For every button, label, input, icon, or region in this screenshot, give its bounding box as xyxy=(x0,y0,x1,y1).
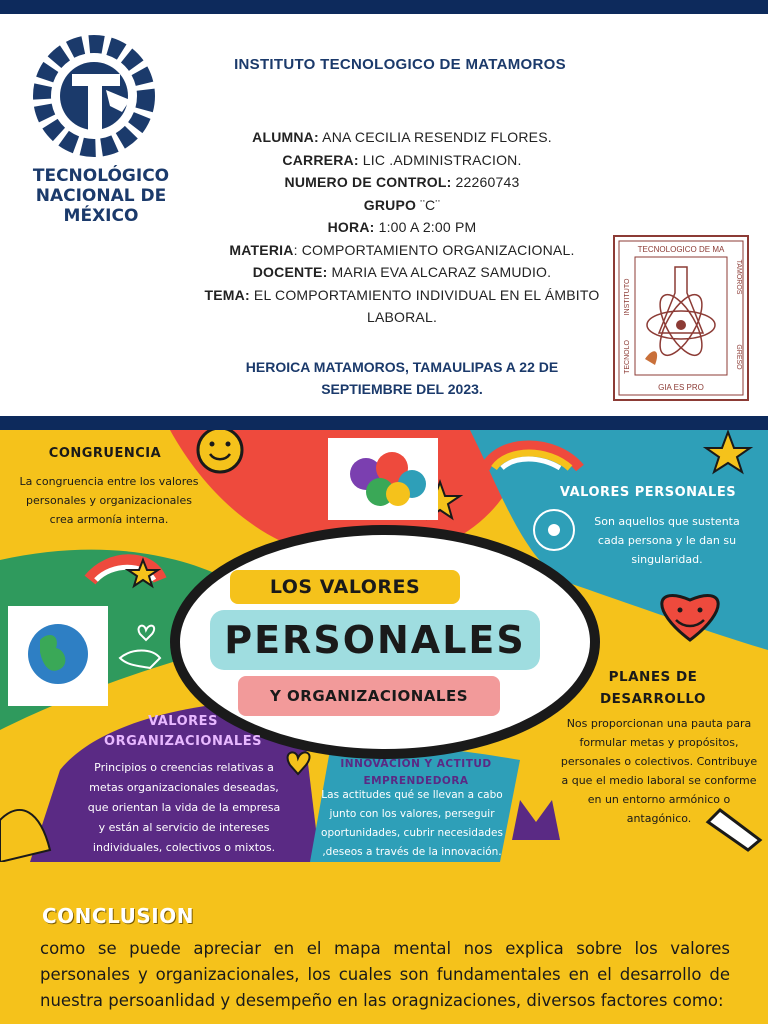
info-tema: TEMA: EL COMPORTAMIENTO INDIVIDUAL EN EL ÁMBITO LABORAL. xyxy=(204,286,600,325)
congruencia-text: La congruencia entre los valores personales y organizacionales crea armonía interna. xyxy=(19,475,199,526)
seal-left-text: INSTITUTO xyxy=(624,278,631,316)
info-alumna: ALUMNA: ANA CECILIA RESENDIZ FLORES. xyxy=(252,129,552,145)
place-date xyxy=(200,356,604,400)
center-title-main: PERSONALES xyxy=(224,618,526,662)
seal-top-text: TECNOLOGICO DE MA xyxy=(637,245,725,254)
top-border xyxy=(0,0,768,14)
valores-personales-title: VALORES PERSONALES xyxy=(559,485,737,500)
valores-personales-text: Son aquellos que sustenta cada persona y le dan su singularidad. xyxy=(594,515,740,566)
institute-name: INSTITUTO TECNOLOGICO DE MATAMOROS xyxy=(234,56,566,73)
seal-drawing-icon xyxy=(615,237,747,399)
valores-org-text: Principios o creencias relativas a metas organizacionales deseadas, que orientan la vida de la empresa y están al servicio de intereses individuales, colectivos o mixtos. xyxy=(87,761,281,854)
valores-org-title: VALORES ORGANIZACIONALES xyxy=(104,714,262,749)
seal-side-text-2: GRESO xyxy=(735,344,742,370)
conclusion-body: como se puede apreciar en el mapa mental nos explica sobre los valores personales y organizacionales, los cuales son fundamentales en el desarrollo de nuestra persoanlidad y desempeño en las oragnizaciones, diversos factores como: xyxy=(40,939,730,1010)
place-line-1: HEROICA MATAMOROS, TAMAULIPAS A 22 DE xyxy=(245,359,559,375)
conclusion-title: CONCLUSION xyxy=(42,904,194,928)
middle-border xyxy=(0,416,768,430)
center-title-bottom: Y ORGANIZACIONALES xyxy=(269,687,469,705)
cover-header xyxy=(0,14,768,416)
seal-bottom-text: GIA ES PRO xyxy=(658,383,704,392)
mind-map-poster xyxy=(0,430,768,862)
planes-title: PLANES DE DESARROLLO xyxy=(599,669,707,707)
logo-line-1: TECNOLÓGICO xyxy=(32,166,170,186)
itm-seal xyxy=(613,235,749,401)
tecnm-logo-text xyxy=(8,166,194,226)
seal-side-text: TECNOLO xyxy=(624,340,631,374)
place-line-2: SEPTIEMBRE DEL 2023. xyxy=(321,381,483,397)
center-title-top: LOS VALORES xyxy=(269,576,421,598)
info-control: NUMERO DE CONTROL: 22260743 xyxy=(284,174,520,190)
info-grupo: GRUPO ¨C¨ xyxy=(363,196,441,213)
planes-text: Nos proporcionan una pauta para formular metas y propósitos, personales o colectivos. Contribuye a que el medio laboral se conforme en un entorno armónico o antagónico. xyxy=(560,717,758,825)
congruencia-title: CONGRUENCIA xyxy=(48,446,162,461)
logo-line-2: NACIONAL DE MÉXICO xyxy=(35,186,167,226)
info-materia: MATERIA: COMPORTAMIENTO ORGANIZACIONAL. xyxy=(229,241,575,258)
innovacion-title: INNOVACION Y ACTITUD EMPRENDEDORA xyxy=(340,758,492,787)
info-docente: DOCENTE: MARIA EVA ALCARAZ SAMUDIO. xyxy=(252,264,552,280)
conclusion-section xyxy=(0,862,768,1024)
info-carrera: CARRERA: LIC .ADMINISTRACION. xyxy=(282,151,522,168)
student-info xyxy=(190,126,614,329)
seal-right-text: TAMOROS xyxy=(735,259,742,295)
innovacion-text: Las actitudes qué se llevan a cabo junto con los valores, perseguir oportunidades, cubrir necesidades ,deseos a través de la innovación. xyxy=(321,789,503,858)
info-hora: HORA: 1:00 A 2:00 PM xyxy=(327,219,477,235)
